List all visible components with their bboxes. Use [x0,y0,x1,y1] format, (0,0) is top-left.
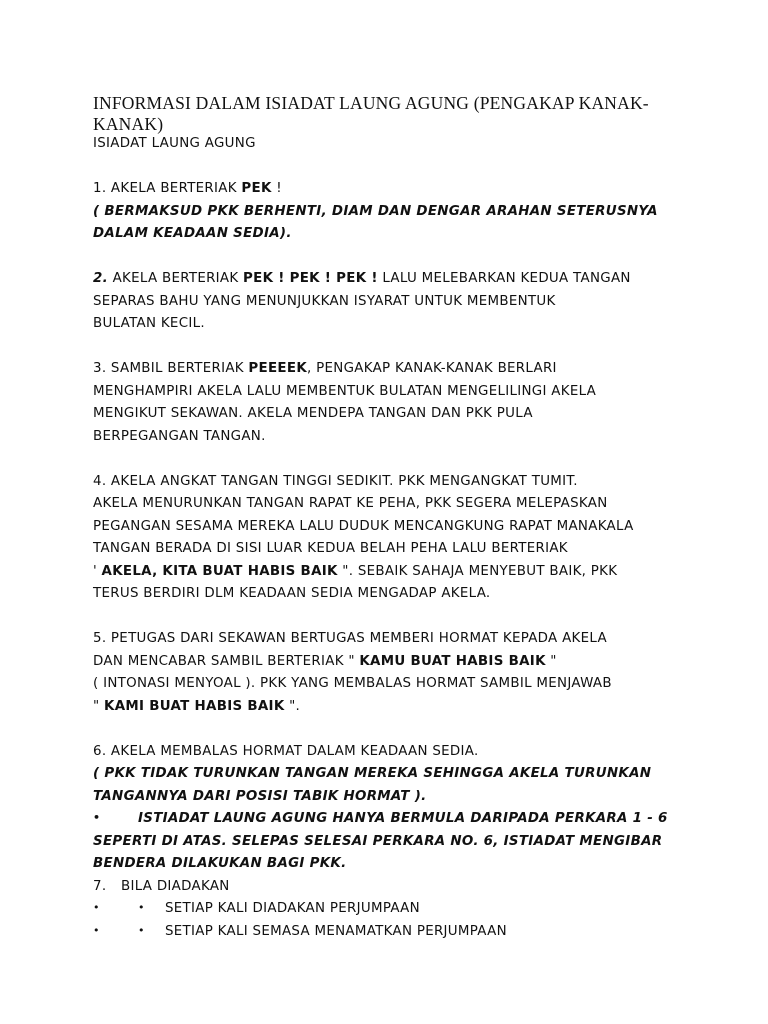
document-body [93,133,693,943]
list-item: 4. AKELA ANGKAT TANGAN TINGGI SEDIKIT. PKK MENGANGKAT TUMIT. AKELA MENURUNKAN TANGAN RAPAT KE PEHA, PKK SEGERA MELEPASKAN PEGANGAN SESAMA MEREKA LALU DUDUK MENCANGKUNG RAPAT MANAKALA TANGAN BERADA DI SISI LUAR KEDUA BELAH PEHA LALU BERTERIAK ' AKELA, KITA BUAT HABIS BAIK ". SEBAIK SAHAJA MENYEBUT BAIK, PKK TERUS BERDIRI DLM KEADAAN SEDIA MENGADAP AKELA. [93,473,634,601]
document-title: INFORMASI DALAM ISIADAT LAUNG AGUNG (PENGAKAP KANAK-KANAK) [93,93,649,134]
list-item: 2. AKELA BERTERIAK PEK ! PEK ! PEK ! LALU MELEBARKAN KEDUA TANGAN SEPARAS BAHU YANG MENUNJUKKAN ISYARAT UNTUK MEMBENTUK BULATAN KECIL. [93,271,631,331]
list-item: 6. AKELA MEMBALAS HORMAT DALAM KEADAAN SEDIA. ( PKK TIDAK TURUNKAN TANGAN MEREKA SEHINGGA AKELA TURUNKAN TANGANNYA DARI POSISI TABIK HORMAT ). • ISTIADAT LAUNG AGUNG HANYA BERMULA DARIPADA PERKARA 1 - 6 SEPERTI DI ATAS. SELEPAS SELESAI PERKARA NO. 6, ISTIADAT MENGIBAR BENDERA DILAKUKAN BAGI PKK. [93,743,668,871]
bullet-icon: • [93,901,100,914]
list-item: 1. AKELA BERTERIAK PEK ! ( BERMAKSUD PKK BERHENTI, DIAM DAN DENGAR ARAHAN SETERUSNYA DALAM KEADAAN SEDIA). [93,181,658,241]
bullet-icon: • [138,901,145,914]
list-item: 7. BILA DIADAKAN • • SETIAP KALI DIADAKAN PERJUMPAAN • • SETIAP KALI SEMASA MENAMATKAN PERJUMPAAN [93,876,693,944]
section-subtitle: ISIADAT LAUNG AGUNG [93,136,256,151]
list-item: 5. PETUGAS DARI SEKAWAN BERTUGAS MEMBERI HORMAT KEPADA AKELA DAN MENCABAR SAMBIL BERTERIAK " KAMU BUAT HABIS BAIK " ( INTONASI MENYOAL ). PKK YANG MEMBALAS HORMAT SAMBIL MENJAWAB " KAMI BUAT HABIS BAIK ". [93,631,612,714]
list-item: 3. SAMBIL BERTERIAK PEEEEK, PENGAKAP KANAK-KANAK BERLARI MENGHAMPIRI AKELA LALU MEMBENTUK BULATAN MENGELILINGI AKELA MENGIKUT SEKAWAN. AKELA MENDEPA TANGAN DAN PKK PULA BERPEGANGAN TANGAN. [93,361,597,444]
bullet-icon: • [93,923,100,937]
bullet-icon: • [93,811,101,824]
bullet-icon: • [138,923,145,937]
